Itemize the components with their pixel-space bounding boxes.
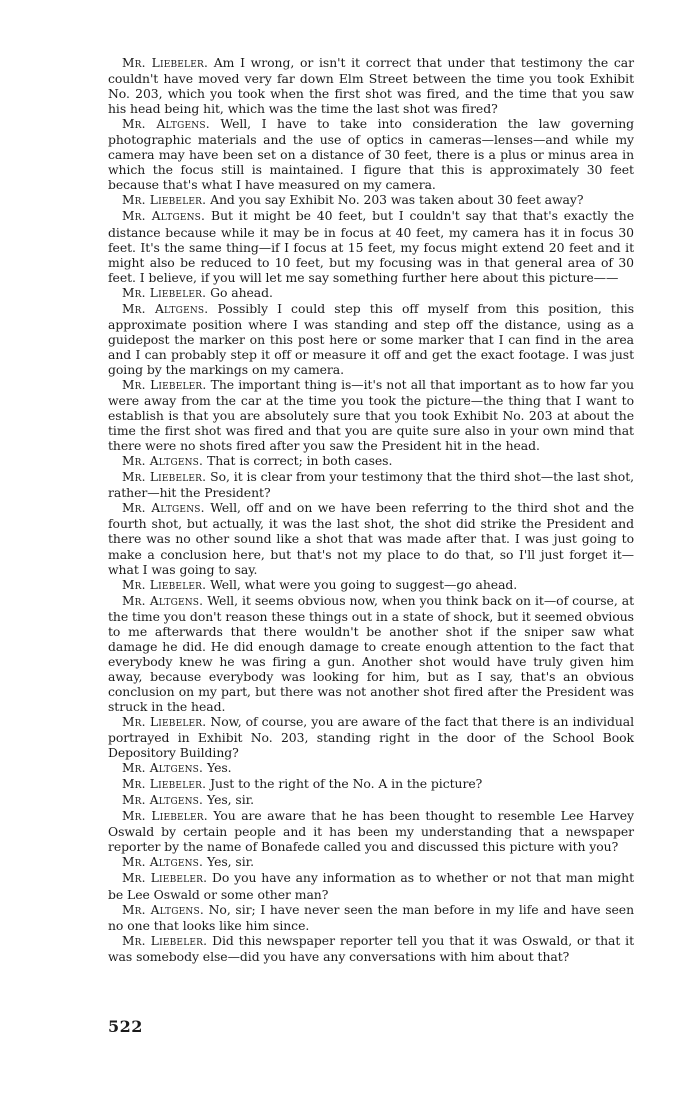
paragraph-text: Yes, sir. [207, 854, 255, 870]
paragraph-text: The important thing is—it's not all that important as to how far you were away from the car at the time you took the picture—the thing that I want to establish is that you are absolutely sure that you took Exhibit No. 203 at about the time the first shot was fired and that you are quite sure also in your own mind that there were no shots fired after you saw the President hit in the head. [108, 376, 635, 454]
speaker-name: Mr. Liebeler. [122, 715, 207, 730]
paragraph-text: Am I wrong, or isn't it correct that under that testimony the car couldn't have moved very far down Elm Street between the time you took Exhibit No. 203, which you took when the first shot was fired, and the time that you saw his head being hit, which was the time the last shot was fired? [108, 55, 634, 117]
speaker-name: Mr. Altgens. [122, 454, 204, 469]
testimony-paragraph [108, 301, 634, 377]
testimony-paragraph [108, 453, 634, 469]
page-number: 522 [108, 1017, 143, 1036]
paragraph-text: Do you have any information as to whether or not that man might be Lee Oswald or some other man? [108, 870, 634, 902]
speaker-name: Mr. Liebeler. [122, 193, 207, 208]
speaker-name: Mr. Liebeler. [122, 377, 207, 392]
paragraph-text: So, it is clear from your testimony that the third shot—the last shot, rather—hit the President? [108, 469, 635, 501]
testimony-paragraph [108, 593, 634, 714]
testimony-paragraph [108, 760, 634, 776]
speaker-name: Mr. Altgens. [122, 593, 204, 608]
paragraph-text: Now, of course, you are aware of the fact that there is an individual portrayed in Exhibit No. 203, standing right in the door of the School Book Depository Building? [108, 714, 635, 761]
paragraph-text: Go ahead. [210, 284, 273, 300]
speaker-name: Mr. Liebeler. [122, 871, 208, 886]
speaker-name: Mr. Altgens. [122, 209, 206, 224]
testimony-paragraph [108, 55, 634, 116]
testimony-paragraph [108, 285, 634, 301]
paragraph-text: Well, I have to take into consideration the law governing photographic materials and the use of optics in cameras—lenses—and while my camera may have been set on a distance of 30 feet, there is a plus or minus area in which the focus still is maintained. I figure that this is approximately 30 feet because that's what I have measured on my camera. [108, 116, 635, 193]
speaker-name: Mr. Altgens. [122, 501, 205, 516]
testimony-paragraph [108, 870, 634, 901]
paragraph-text: Well, what were you going to suggest—go ahead. [210, 576, 518, 592]
testimony-paragraph [108, 854, 634, 870]
speaker-name: Mr. Altgens. [122, 761, 204, 776]
speaker-name: Mr. Liebeler. [122, 577, 207, 592]
speaker-name: Mr. Liebeler. [122, 56, 209, 70]
paragraph-text: Possibly I could step this off myself from this position, this approximate position where I was standing and step off the distance, using as a guidepost the marker on this post here or some marker that I can find in the area and I can probably step it off or measure it off and get the exact footage. I was just going by the markings on my camera. [108, 300, 634, 377]
testimony-paragraph [108, 377, 634, 453]
testimony-paragraph [108, 192, 634, 208]
speaker-name: Mr. Liebeler. [122, 285, 207, 300]
speaker-name: Mr. Liebeler. [122, 809, 208, 824]
paragraph-text: Just to the right of the No. A in the picture? [210, 776, 483, 792]
paragraph-text: And you say Exhibit No. 203 was taken about 30 feet away? [210, 192, 584, 208]
paragraph-text: That is correct; in both cases. [207, 453, 393, 469]
paragraph-text: Yes, sir. [207, 792, 255, 808]
testimony-body [108, 55, 634, 964]
speaker-name: Mr. Altgens. [122, 117, 210, 132]
speaker-name: Mr. Altgens. [122, 793, 204, 808]
testimony-paragraph [108, 792, 634, 808]
testimony-paragraph [108, 933, 634, 964]
paragraph-text: No, sir; I have never seen the man before in my life and have seen no one that looks like him since. [108, 901, 635, 933]
speaker-name: Mr. Altgens. [122, 301, 209, 316]
testimony-paragraph [108, 714, 634, 760]
speaker-name: Mr. Altgens. [122, 855, 204, 870]
paragraph-text: You are aware that he has been thought to resemble Lee Harvey Oswald by certain people and it has been my understanding that a newspaper reporter by the name of Bonafede called you and discussed this picture with you? [108, 808, 634, 855]
paragraph-text: Well, it seems obvious now, when you think back on it—of course, at the time you don't reason these things out in a state of shock, but it seemed obvious to me afterwards that there wouldn't be another shot if the sniper saw what damage he did. He did enough damage to create enough attention to the fact that everybody knew he was firing a gun. Another shot would have truly given him away, because everybody was looking for him, but as I say, that's an obvious conclusion on my part, but there was not another shot fired after the President was struck in the head. [108, 592, 635, 714]
speaker-name: Mr. Liebeler. [122, 777, 207, 792]
paragraph-text: But it might be 40 feet, but I couldn't say that that's exactly the distance because while it may be in focus at 40 feet, my camera has it in focus 30 feet. It's the same thing—if I focus at 15 feet, my focus might extend 20 feet and it might also be reduced to 10 feet, but my focusing was in that general area of 30 feet. I believe, if you will let me say something further here about this picture—— [108, 208, 635, 285]
testimony-paragraph [108, 116, 634, 192]
paragraph-text: Yes. [207, 760, 232, 776]
testimony-paragraph [108, 469, 634, 500]
testimony-paragraph [108, 208, 634, 284]
testimony-paragraph [108, 808, 634, 854]
testimony-paragraph [108, 902, 634, 933]
speaker-name: Mr. Altgens. [122, 902, 204, 917]
testimony-paragraph [108, 577, 634, 593]
speaker-name: Mr. Liebeler. [122, 470, 207, 485]
testimony-paragraph [108, 776, 634, 792]
paragraph-text: Did this newspaper reporter tell you that it was Oswald, or that it was somebody else—did you have any conversations with him about that? [108, 932, 634, 964]
paragraph-text: Well, off and on we have been referring to the third shot and the fourth shot, but actually, it was the last shot, the shot did strike the President and there was no other sound like a shot that was made after that. I was just going to make a conclusion here, but that's not my place to do that, so I'll just forget it—what I was going to say. [108, 500, 635, 577]
testimony-paragraph [108, 500, 634, 576]
speaker-name: Mr. Liebeler. [122, 933, 208, 948]
